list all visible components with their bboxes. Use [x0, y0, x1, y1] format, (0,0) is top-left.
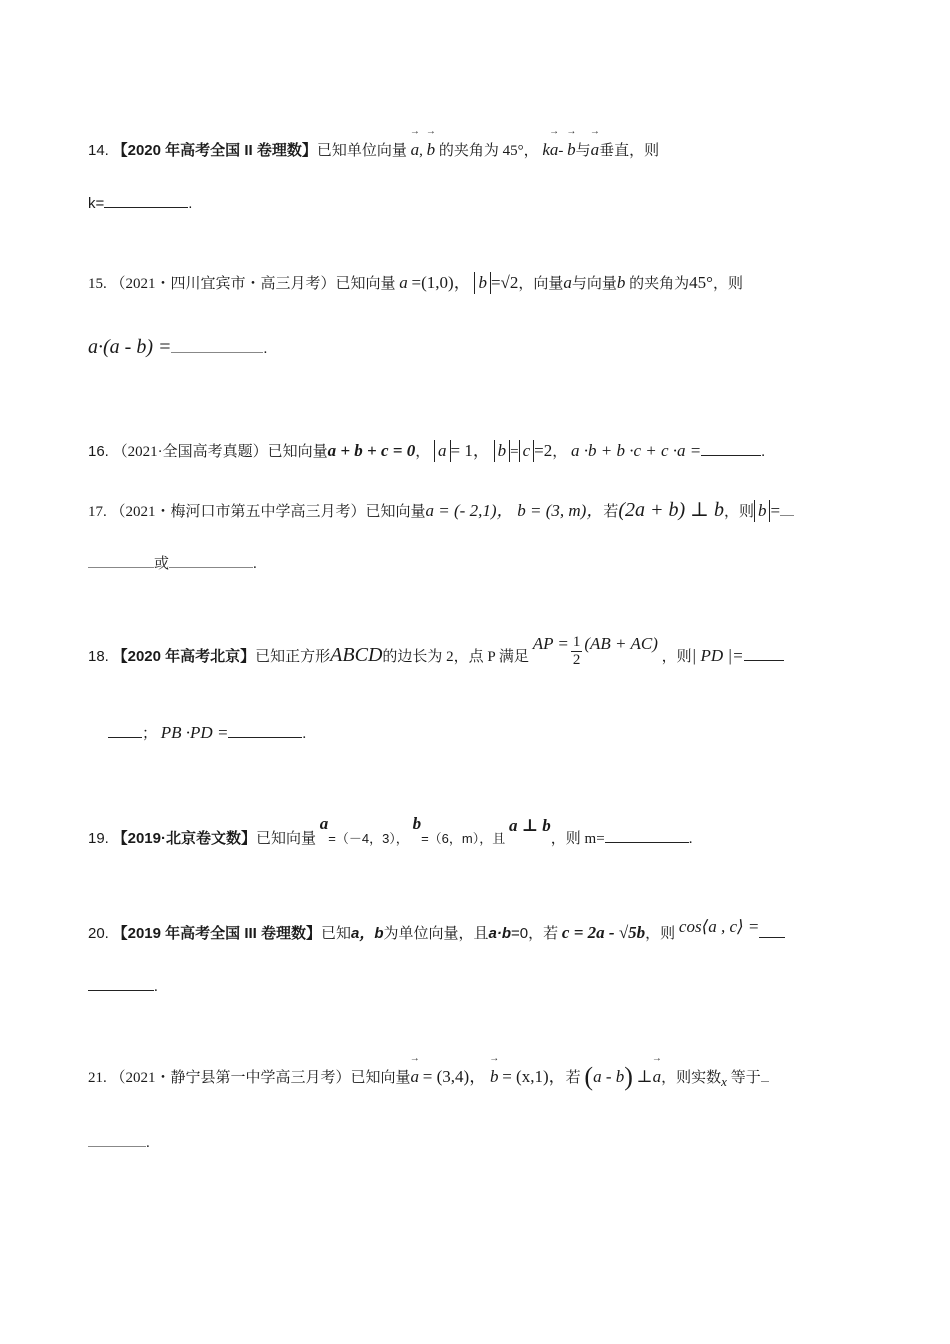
answer-blank-1[interactable] [108, 722, 142, 738]
problem-14-perp-text: 垂直，则 [599, 143, 660, 159]
angle: 45° [689, 273, 713, 292]
problem-21-line2 [88, 1131, 150, 1153]
problem-18-text2: 的边长为 2，点 P 满足 [382, 648, 529, 665]
answer-blank-1-start[interactable] [744, 645, 784, 661]
vector-c-expr: c = 2a - √5b [561, 923, 646, 942]
answer-blank-start[interactable] [761, 1066, 769, 1082]
problem-15-source: （2021・四川宜宾市・高三月考） [110, 276, 336, 292]
period: . [146, 1135, 150, 1151]
problem-20-line2 [88, 975, 158, 997]
answer-blank-2[interactable] [169, 552, 253, 568]
norm-value: =2 [534, 441, 553, 460]
answer-blank-2[interactable] [228, 722, 302, 738]
problem-18-text3: ，则 [661, 648, 692, 665]
perp-condition: (2a + b) ⊥ b [618, 499, 724, 521]
vector-a: → a [411, 1067, 420, 1087]
problem-19-line1 [88, 814, 693, 849]
vector-b: b [616, 273, 626, 292]
period: . [688, 831, 693, 847]
problem-15-line1 [88, 272, 743, 294]
vector-a-value: a = (- 2,1)， [425, 501, 514, 520]
problem-20-text3: =0，若 [511, 925, 559, 942]
problem-14-line1 [88, 140, 659, 161]
vector-difference: a - b [593, 1067, 625, 1086]
or-word: 或 [154, 556, 170, 572]
vector-b-value: = (x,1)， [502, 1067, 566, 1086]
problem-14-and: 与 [575, 143, 591, 159]
problem-15-line2 [88, 337, 267, 359]
answer-blank-start[interactable] [759, 922, 785, 938]
vector-a: → a [411, 140, 420, 160]
vector-b: → b [427, 140, 436, 160]
problem-16-line1: 16. （2021·全国高考真题）已知向量a + b + c = 0， a = 1， b = c =2， a ·b + b ·c + c ·a = . [88, 441, 765, 460]
vector-b-norm: b [474, 272, 491, 294]
problem-20-text: 已知 [321, 926, 352, 942]
problem-19-text2: ，则 m= [550, 831, 605, 847]
period: . [263, 341, 268, 357]
problem-17-text2: 若 [603, 504, 619, 520]
problem-21-text: 已知向量 [350, 1070, 411, 1086]
problem-19-source: 【2019·北京卷文数】 [112, 830, 256, 847]
problem-15-text4: 的夹角为 [629, 276, 690, 292]
expression: a ·b + b ·c + c ·a = [570, 441, 702, 460]
answer-blank-1-start[interactable] [780, 500, 794, 516]
fraction-denominator: 2 [572, 652, 581, 668]
vector-b-value: b = (3, m)， [517, 501, 604, 520]
minus-sign: - [558, 143, 564, 159]
vector-a: a [563, 273, 572, 292]
problem-18-line2 [108, 722, 306, 744]
problem-17-line1 [88, 500, 794, 522]
vector-b-norm: b [754, 500, 771, 522]
answer-blank[interactable] [605, 827, 689, 843]
vector-a: → a [591, 140, 600, 160]
answer-blank[interactable] [88, 1131, 146, 1147]
vector-b-norm: b [494, 440, 511, 462]
problem-18-source: 【2020 年高考北京】 [112, 647, 256, 665]
problem-17-text3: ，则 [723, 504, 754, 520]
problem-15-text5: ，则 [712, 276, 743, 292]
norm-pd: | PD |= [691, 645, 744, 665]
semicolon: ； [142, 726, 158, 742]
problem-14-number: 14. [88, 142, 109, 159]
problem-20-source: 【2019 年高考全国 III 卷理数】 [112, 925, 321, 942]
vector-a: → a [550, 140, 559, 160]
vector-sum: (AB + AC) [584, 633, 658, 653]
vector-a-value: =（－4，3）， [328, 831, 409, 846]
problem-16-number: 16. [88, 443, 109, 460]
fraction-numerator: 1 [572, 634, 581, 650]
vector-a-norm: a [434, 440, 451, 462]
vector-a-value: =(1,0)， [411, 273, 471, 292]
answer-blank-1[interactable] [88, 552, 154, 568]
scalar-k: k [542, 140, 550, 159]
norm-value: =√2 [490, 273, 519, 292]
problem-16-text: 已知向量 [267, 444, 328, 460]
problem-21-number: 21. [88, 1070, 107, 1086]
equals: = [770, 501, 781, 520]
problem-17-text: 已知向量 [365, 504, 426, 520]
problem-20-text2: 为单位向量，且 [383, 926, 489, 942]
vector-a: a [319, 814, 329, 833]
vector-a: → a [653, 1067, 662, 1087]
dot-product: a·b [488, 925, 512, 942]
answer-blank[interactable] [171, 337, 263, 353]
vectors-ab: a，b [351, 925, 384, 942]
dot-product: PB ·PD = [160, 723, 229, 742]
problem-19-number: 19. [88, 830, 109, 847]
vector-c-norm: c [519, 440, 535, 462]
problem-19-text: 已知向量 [255, 831, 316, 847]
vector-b: → b [490, 1067, 499, 1087]
fraction-half [571, 634, 583, 669]
vector-a-value: = (3,4)， [422, 1067, 487, 1086]
problem-20-line1 [88, 917, 785, 944]
problem-15-text: 已知向量 [335, 276, 396, 292]
comma: , [419, 143, 423, 159]
perp-symbol: ⊥ [636, 1067, 653, 1086]
problem-18-text: 已知正方形 [255, 648, 331, 665]
problem-18-number: 18. [88, 647, 109, 665]
problem-14-line2 [88, 192, 192, 214]
vector-b-value: =（6，m），且 [421, 831, 506, 846]
answer-label-k: k= [88, 195, 105, 212]
problem-17-line2 [88, 552, 257, 574]
problem-17-number: 17. [88, 504, 107, 520]
answer-blank[interactable] [104, 192, 188, 208]
vector-b: b [412, 814, 422, 833]
problem-17-source: （2021・梅河口市第五中学高三月考） [110, 504, 366, 520]
problem-14-angle-text: 的夹角为 45°， [438, 143, 539, 159]
norm-value: = 1， [450, 441, 490, 460]
vector-ap: AP = [532, 633, 569, 653]
expression: a·(a - b) = [88, 336, 172, 358]
answer-blank[interactable] [701, 440, 761, 456]
problem-14-text: 已知单位向量 [316, 143, 407, 159]
answer-blank[interactable] [88, 975, 154, 991]
problem-21-text3: ，则实数 [661, 1070, 722, 1086]
square-abcd: ABCD [330, 643, 383, 666]
problem-15-text3: 与向量 [571, 276, 617, 292]
variable-x: x [721, 1074, 727, 1089]
vector-b: → b [567, 140, 576, 160]
problem-15-number: 15. [88, 276, 107, 292]
perp-condition: a ⊥ b [508, 816, 551, 835]
problem-18-line1 [88, 633, 784, 675]
period: . [302, 726, 307, 742]
problem-21-source: （2021・静宁县第一中学高三月考） [110, 1070, 351, 1086]
vector-a: a [399, 273, 408, 292]
vector-sum: a + b + c = 0 [327, 441, 416, 460]
left-paren: ( [584, 1062, 594, 1091]
period: . [253, 556, 257, 572]
period: . [154, 979, 158, 995]
problem-20-number: 20. [88, 925, 109, 942]
period: . [761, 444, 765, 460]
right-paren: ) [624, 1062, 633, 1091]
problem-21-text2: 若 [565, 1070, 581, 1086]
period: . [188, 195, 193, 212]
problem-15-text2: ，向量 [518, 276, 564, 292]
cosine-expr: cos⟨a , c⟩ = [678, 917, 760, 936]
problem-21-text4: 等于 [730, 1070, 761, 1086]
problem-20-text4: ，则 [645, 926, 676, 942]
problem-14-source: 【2020 年高考全国 II 卷理数】 [112, 142, 317, 159]
problem-16-source: （2021·全国高考真题） [112, 444, 268, 460]
problem-21-line1 [88, 1062, 769, 1091]
